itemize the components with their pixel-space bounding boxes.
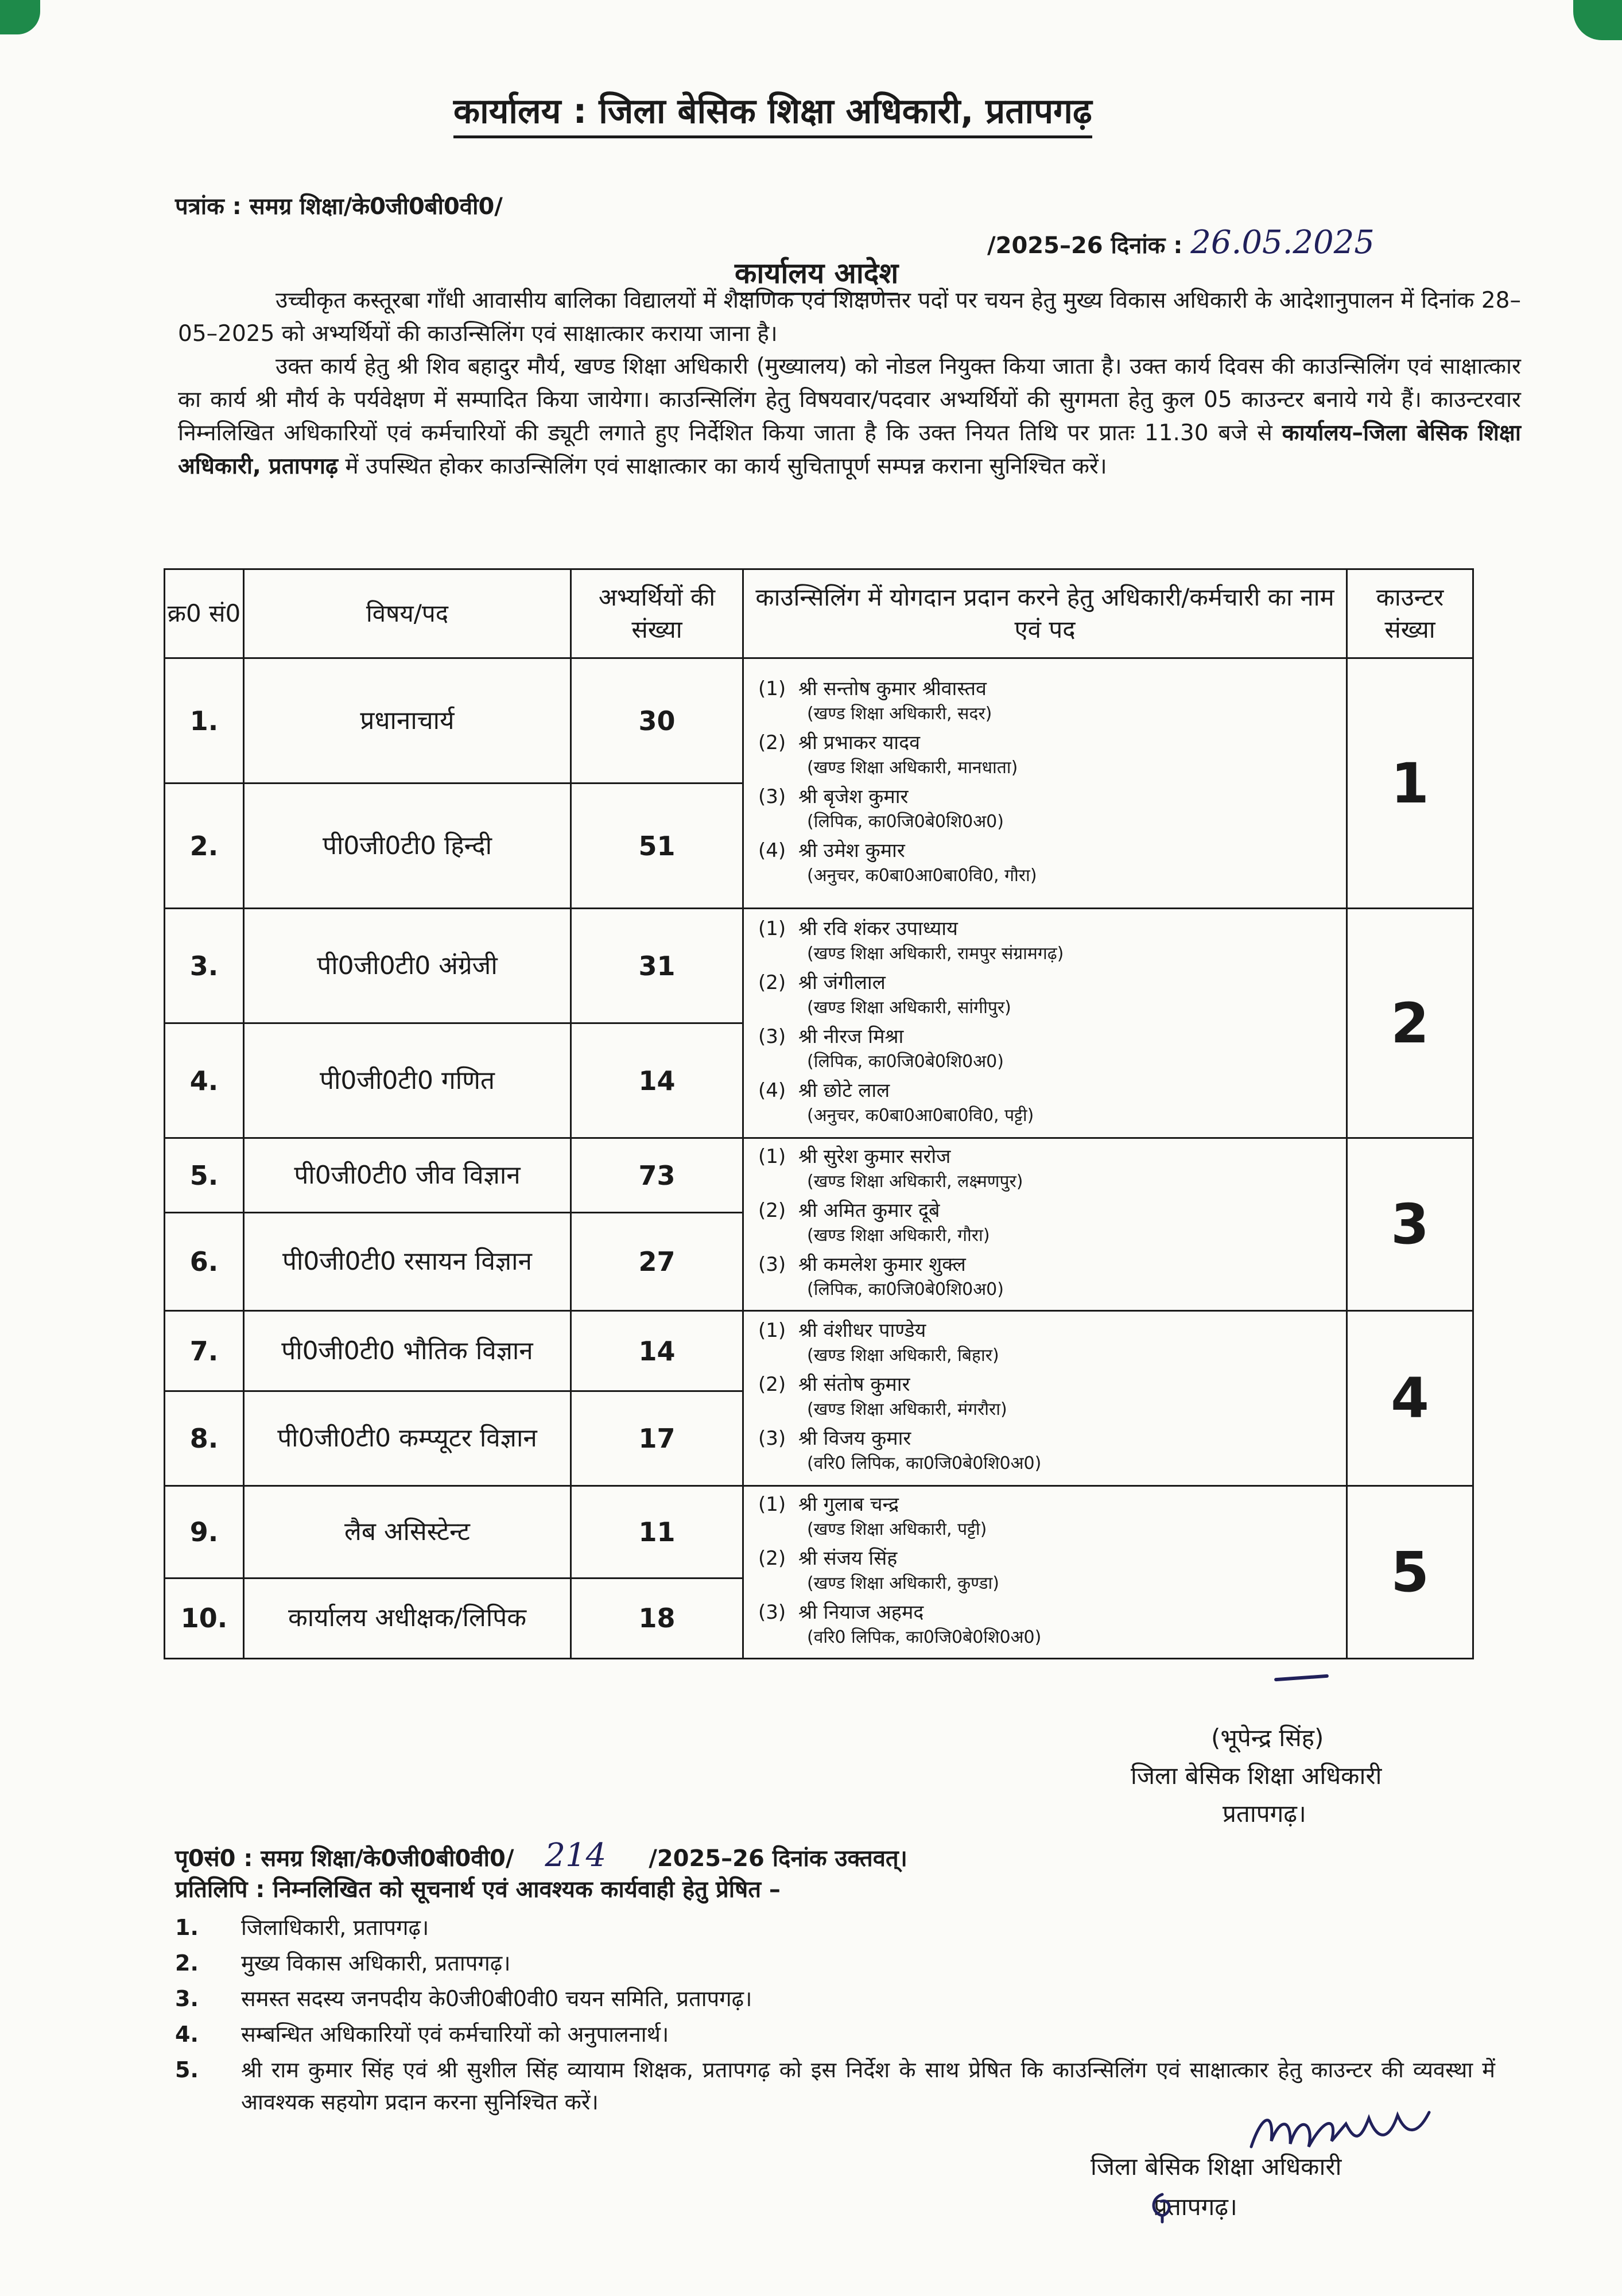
- counter-number-4: 4: [1347, 1311, 1473, 1486]
- officer-post: (खण्ड शिक्षा अधिकारी, मंगरौरा): [807, 1399, 1007, 1420]
- copy-number: 2.: [175, 1950, 199, 1976]
- row-sno: 1.: [165, 658, 244, 784]
- officer-num: (4): [758, 1079, 786, 1102]
- officer-name: श्री छोटे लाल: [798, 1079, 890, 1102]
- table-row: [165, 1311, 1473, 1391]
- signature-mark: [1274, 1674, 1329, 1682]
- table-header-row: [165, 569, 1473, 658]
- order-title: कार्यालय आदेश: [735, 253, 898, 295]
- row-subject: पी0जी0टी0 जीव विज्ञान: [244, 1138, 571, 1213]
- header-sno: क्र0 सं0: [165, 569, 244, 658]
- header-officers: काउन्सिलिंग में योगदान प्रदान करने हेतु अधिकारी/कर्मचारी का नाम एवं पद: [743, 569, 1347, 658]
- row-sno: 3.: [165, 909, 244, 1023]
- row-count: 27: [571, 1213, 743, 1311]
- letter-reference: पत्रांक : समग्र शिक्षा/के0जी0बी0वी0/: [175, 193, 503, 220]
- list-item: [175, 2018, 1495, 2050]
- row-count: 31: [571, 909, 743, 1023]
- officer-num: (3): [758, 785, 786, 808]
- endorsement-line: [175, 1837, 907, 1874]
- row-sno: 7.: [165, 1311, 244, 1391]
- row-sno: 9.: [165, 1486, 244, 1578]
- row-subject: पी0जी0टी0 अंग्रेजी: [244, 909, 571, 1023]
- officer-post: (लिपिक, का0जि0बे0शि0अ0): [807, 1051, 1004, 1072]
- corner-green-left: [0, 0, 40, 34]
- office-title: कार्यालय : जिला बेसिक शिक्षा अधिकारी, प्रतापगढ़: [453, 86, 1092, 138]
- copy-number: 3.: [175, 1986, 199, 2011]
- officer-name: श्री जंगीलाल: [798, 971, 886, 994]
- handwritten-number: 214: [545, 1837, 607, 1874]
- copy-text: समस्त सदस्य जनपदीय के0जी0बी0वी0 चयन समिति, प्रतापगढ़।: [241, 1986, 752, 2011]
- row-count: 18: [571, 1578, 743, 1658]
- officer-name: श्री संतोष कुमार: [798, 1373, 910, 1396]
- endorsement-year: /2025–26 दिनांक उक्तवत्।: [649, 1845, 907, 1872]
- officer-name: श्री गुलाब चन्द्र: [798, 1493, 899, 1516]
- officer-name: श्री विजय कुमार: [798, 1427, 911, 1450]
- officer-post: (खण्ड शिक्षा अधिकारी, पट्टी): [807, 1519, 987, 1539]
- officer-post: (खण्ड शिक्षा अधिकारी, मानधाता): [807, 757, 1018, 778]
- officer-name: श्री अमित कुमार दूबे: [798, 1199, 940, 1222]
- officer-num: (2): [758, 1199, 786, 1222]
- counter-number-5: 5: [1347, 1486, 1473, 1659]
- officer-name: श्री नीरज मिश्रा: [798, 1025, 904, 1048]
- officer-num: (1): [758, 917, 786, 940]
- officer-num: (2): [758, 731, 786, 754]
- officer-num: (1): [758, 1493, 786, 1516]
- officer-num: (1): [758, 1319, 786, 1342]
- counter-2-officers: [743, 909, 1347, 1138]
- row-count: 11: [571, 1486, 743, 1578]
- officer-post: (वरि0 लिपिक, का0जि0बे0शि0अ0): [807, 1627, 1042, 1647]
- officer-name: श्री रवि शंकर उपाध्याय: [798, 917, 958, 940]
- row-count: 73: [571, 1138, 743, 1213]
- row-sno: 5.: [165, 1138, 244, 1213]
- date-line: [987, 224, 1375, 261]
- table-row: [165, 1486, 1473, 1578]
- corner-green-right: [1573, 0, 1622, 40]
- officer-entry: [758, 1599, 1334, 1650]
- table-row: [165, 1138, 1473, 1213]
- signatory-designation: जिला बेसिक शिक्षा अधिकारी: [1131, 1762, 1382, 1790]
- officer-entry: [758, 969, 1334, 1020]
- officer-post: (अनुचर, क0बा0आ0बा0वि0, पट्टी): [807, 1105, 1034, 1126]
- officer-entry: [758, 1251, 1334, 1302]
- officer-entry: [758, 730, 1334, 780]
- row-subject: कार्यालय अधीक्षक/लिपिक: [244, 1578, 571, 1658]
- row-count: 14: [571, 1023, 743, 1138]
- row-subject: पी0जी0टी0 हिन्दी: [244, 784, 571, 909]
- row-subject: लैब असिस्टेन्ट: [244, 1486, 571, 1578]
- officer-name: श्री संजय सिंह: [798, 1547, 898, 1570]
- row-sno: 10.: [165, 1578, 244, 1658]
- final-place: प्रतापगढ़।: [1154, 2193, 1237, 2221]
- officer-post: (खण्ड शिक्षा अधिकारी, लक्ष्मणपुर): [807, 1172, 1023, 1192]
- officer-entry: [758, 837, 1334, 888]
- officer-post: (खण्ड शिक्षा अधिकारी, रामपुर संग्रामगढ़): [807, 943, 1064, 964]
- officer-post: (खण्ड शिक्षा अधिकारी, कुण्डा): [807, 1573, 999, 1593]
- officer-name: श्री प्रभाकर यादव: [798, 731, 921, 754]
- row-count: 30: [571, 658, 743, 784]
- signatory-place: प्रतापगढ़।: [1223, 1799, 1306, 1828]
- row-subject: पी0जी0टी0 रसायन विज्ञान: [244, 1213, 571, 1311]
- handwritten-date: 26.05.2025: [1190, 224, 1375, 261]
- officer-entry: [758, 1545, 1334, 1596]
- officer-num: (2): [758, 1547, 786, 1570]
- officer-num: (1): [758, 1145, 786, 1168]
- officer-entry: [758, 1491, 1334, 1542]
- row-subject: पी0जी0टी0 गणित: [244, 1023, 571, 1138]
- signature-block: [1131, 1719, 1487, 1833]
- year-part: /2025–26 दिनांक :: [987, 232, 1183, 259]
- officer-num: (2): [758, 971, 786, 994]
- final-designation: जिला बेसिक शिक्षा अधिकारी: [1091, 2152, 1342, 2181]
- row-count: 17: [571, 1391, 743, 1486]
- row-sno: 6.: [165, 1213, 244, 1311]
- paragraph-2-venue: कार्यालय–जिला बेसिक शिक्षा अधिकारी, प्रतापगढ़: [178, 420, 1521, 479]
- officer-name: श्री बृजेश कुमार: [798, 785, 909, 808]
- counter-number-1: 1: [1347, 658, 1473, 909]
- counter-1-officers: [743, 658, 1347, 909]
- final-signature-block: [1091, 2147, 1341, 2227]
- copy-number: 4.: [175, 2022, 199, 2047]
- copy-number: 5.: [175, 2057, 199, 2082]
- counter-4-officers: [743, 1311, 1347, 1486]
- officer-post: (खण्ड शिक्षा अधिकारी, सांगीपुर): [807, 997, 1011, 1018]
- officer-entry: [758, 1077, 1334, 1128]
- copy-text: मुख्य विकास अधिकारी, प्रतापगढ़।: [241, 1950, 511, 1976]
- list-item: [175, 1947, 1495, 1979]
- officer-post: (खण्ड शिक्षा अधिकारी, बिहार): [807, 1345, 999, 1366]
- copy-list: [175, 1911, 1495, 2122]
- officer-name: श्री वंशीधर पाण्डेय: [798, 1319, 926, 1342]
- officer-entry: [758, 676, 1334, 726]
- row-subject: पी0जी0टी0 कम्प्यूटर विज्ञान: [244, 1391, 571, 1486]
- officer-entry: [758, 1197, 1334, 1248]
- paragraph-2: [178, 350, 1521, 483]
- officer-name: श्री उमेश कुमार: [798, 839, 905, 862]
- officer-name: श्री कमलेश कुमार शुक्ल: [798, 1253, 966, 1276]
- officer-post: (खण्ड शिक्षा अधिकारी, सदर): [807, 703, 992, 724]
- counter-5-officers: [743, 1486, 1347, 1659]
- row-subject: प्रधानाचार्य: [244, 658, 571, 784]
- officer-num: (3): [758, 1601, 786, 1624]
- row-sno: 8.: [165, 1391, 244, 1486]
- copy-number: 1.: [175, 1915, 199, 1940]
- endorsement-ref: पृ0सं0 : समग्र शिक्षा/के0जी0बी0वी0/: [175, 1845, 514, 1872]
- officer-entry: [758, 1023, 1334, 1074]
- counter-number-2: 2: [1347, 909, 1473, 1138]
- header-count: अभ्यर्थियों की संख्या: [571, 569, 743, 658]
- officer-post: (खण्ड शिक्षा अधिकारी, गौरा): [807, 1225, 990, 1246]
- officer-num: (3): [758, 1025, 786, 1048]
- signatory-name: (भूपेन्द्र सिंह): [1211, 1724, 1324, 1752]
- counter-number-3: 3: [1347, 1138, 1473, 1311]
- paragraph-2-end: में उपस्थित होकर काउन्सिलिंग एवं साक्षात्कार का कार्य सुचितापूर्ण सम्पन्न कराना सुनिश्चित करें।: [337, 453, 1107, 479]
- officer-num: (1): [758, 677, 786, 700]
- officer-entry: [758, 784, 1334, 834]
- officer-name: श्री नियाज अहमद: [798, 1601, 924, 1624]
- copy-title: प्रतिलिपि : निम्नलिखित को सूचनार्थ एवं आवश्यक कार्यवाही हेतु प्रेषित –: [175, 1876, 781, 1903]
- officer-num: (2): [758, 1373, 786, 1396]
- row-subject: पी0जी0टी0 भौतिक विज्ञान: [244, 1311, 571, 1391]
- officer-post: (अनुचर, क0बा0आ0बा0वि0, गौरा): [807, 865, 1037, 886]
- row-count: 14: [571, 1311, 743, 1391]
- list-item: [175, 1983, 1495, 2015]
- officer-entry: [758, 1143, 1334, 1194]
- officer-entry: [758, 916, 1334, 966]
- list-item: [175, 1911, 1495, 1944]
- officer-post: (लिपिक, का0जि0बे0शि0अ0): [807, 1279, 1004, 1300]
- table-row: [165, 658, 1473, 784]
- paragraph-2-start: उक्त कार्य हेतु श्री शिव बहादुर मौर्य, खण्ड शिक्षा अधिकारी (मुख्यालय) को नोडल नियुक्त किया जाता है। उक्त कार्य दिवस की काउन्सिलिंग एवं साक्षात्कार का कार्य श्री मौर्य के पर्यवेक्षण में सम्पादित किया जायेगा। काउन्सिलिंग हेतु विषयवार/पदवार अभ्यर्थियों की सुगमता हेतु कुल 05 काउन्टर बनाये गये हैं। काउन्टरवार निम्नलिखित अधिकारियों एवं कर्मचारियों की ड्यूटी लगाते हुए निर्देशित किया जाता है कि उक्त नियत तिथि पर प्रातः 11.30 बजे से: [178, 354, 1521, 446]
- header-subject: विषय/पद: [244, 569, 571, 658]
- officer-post: (वरि0 लिपिक, का0जि0बे0शि0अ0): [807, 1453, 1042, 1473]
- officer-post: (लिपिक, का0जि0बे0शि0अ0): [807, 811, 1004, 832]
- officer-num: (3): [758, 1427, 786, 1450]
- row-sno: 4.: [165, 1023, 244, 1138]
- officer-entry: [758, 1371, 1334, 1422]
- row-count: 51: [571, 784, 743, 909]
- row-sno: 2.: [165, 784, 244, 909]
- officer-entry: [758, 1317, 1334, 1368]
- counselling-table: [164, 568, 1474, 1659]
- paragraph-1: उच्चीकृत कस्तूरबा गाँधी आवासीय बालिका विद्यालयों में शैक्षणिक एवं शिक्षणेत्तर पदों पर चयन हेतु मुख्य विकास अधिकारी के आदेशानुपालन में दिनांक 28–05–2025 को अभ्यर्थियों की काउन्सिलिंग एवं साक्षात्कार कराया जाना है।: [178, 288, 1521, 347]
- header-counter: काउन्टर संख्या: [1347, 569, 1473, 658]
- counter-3-officers: [743, 1138, 1347, 1311]
- handwritten-initial: [1145, 2190, 1179, 2224]
- officer-num: (3): [758, 1253, 786, 1276]
- officer-name: श्री सन्तोष कुमार श्रीवास्तव: [798, 677, 987, 700]
- table-row: [165, 909, 1473, 1023]
- copy-text: श्री राम कुमार सिंह एवं श्री सुशील सिंह व्यायाम शिक्षक, प्रतापगढ़ को इस निर्देश के साथ प्रेषित कि काउन्सिलिंग एवं साक्षात्कार हेतु काउन्टर की व्यवस्था में आवश्यक सहयोग प्रदान करना सुनिश्चित करें।: [241, 2057, 1495, 2115]
- officer-entry: [758, 1425, 1334, 1476]
- copy-text: जिलाधिकारी, प्रतापगढ़।: [241, 1915, 429, 1940]
- officer-name: श्री सुरेश कुमार सरोज: [798, 1145, 951, 1168]
- officer-num: (4): [758, 839, 786, 862]
- copy-text: सम्बन्धित अधिकारियों एवं कर्मचारियों को अनुपालनार्थ।: [241, 2022, 669, 2047]
